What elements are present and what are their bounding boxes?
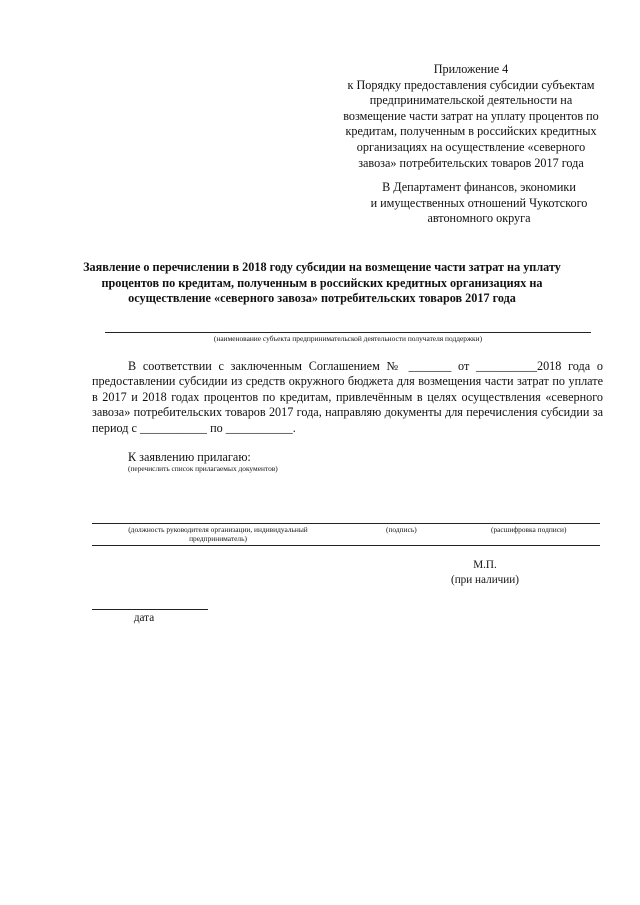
annex-line: кредитам, полученным в российских кредитных [345,124,597,139]
signature-bottom-line [92,545,600,546]
stamp-note: (при наличии) [450,573,520,586]
position-caption-line: предприниматель) [189,534,247,543]
application-body [92,359,603,436]
stamp-label: М.П. [473,559,497,571]
addressee-line: автономного округа [427,211,531,226]
title-line: осуществление «северного завоза» потребительских товаров 2017 года [128,291,516,306]
annex-line: к Порядку предоставления субсидии субъектам [347,77,595,92]
attachments-caption: (перечислить список прилагаемых документов) [128,464,278,473]
entity-name-line [105,332,591,333]
annex-line: возмещение части затрат на уплату процентов по [343,108,599,123]
position-caption [98,525,338,543]
annex-line: завоза» потребительских товаров 2017 года [358,155,584,170]
annex-line: организациях на осуществление «северного [356,139,586,154]
stamp-block [420,558,550,587]
addressee-block [344,180,614,227]
decoding-caption: (расшифровка подписи) [491,525,567,534]
date-line [92,609,208,610]
attachments-label: К заявлению прилагаю: [128,450,251,464]
position-caption-line: (должность руководителя организации, индивидуальный [128,525,308,534]
annex-header [318,62,624,171]
addressee-line: В Департамент финансов, экономики [382,180,576,194]
entity-name-caption: (наименование субъекта предпринимательской деятельности получателя поддержки) [213,334,483,343]
date-label: дата [133,612,155,624]
annex-line: Приложение 4 [433,62,509,76]
body-paragraph: В соответствии с заключенным Соглашением № _______ от __________2018 года о предоставлении субсидии из средств окружного бюджета для возмещения части затрат по уплате в 2017 и 2018 годах процентов по кредитам, привлечённым в целях осуществления «северного завоза» потребительских товаров 2017 года, направляю документы для перечисления субсидии за период с ___________ по ___________. [92,359,603,435]
signature-line [92,523,600,524]
title-line: процентов по кредитам, полученным в российских кредитных организациях на [101,275,543,290]
signature-caption: (подпись) [386,525,417,534]
annex-line: предпринимательской деятельности на [369,93,573,108]
document-title [78,260,566,307]
addressee-line: и имущественных отношений Чукотского [370,195,588,210]
title-line: Заявление о перечислении в 2018 году субсидии на возмещение части затрат на уплату [83,260,561,274]
